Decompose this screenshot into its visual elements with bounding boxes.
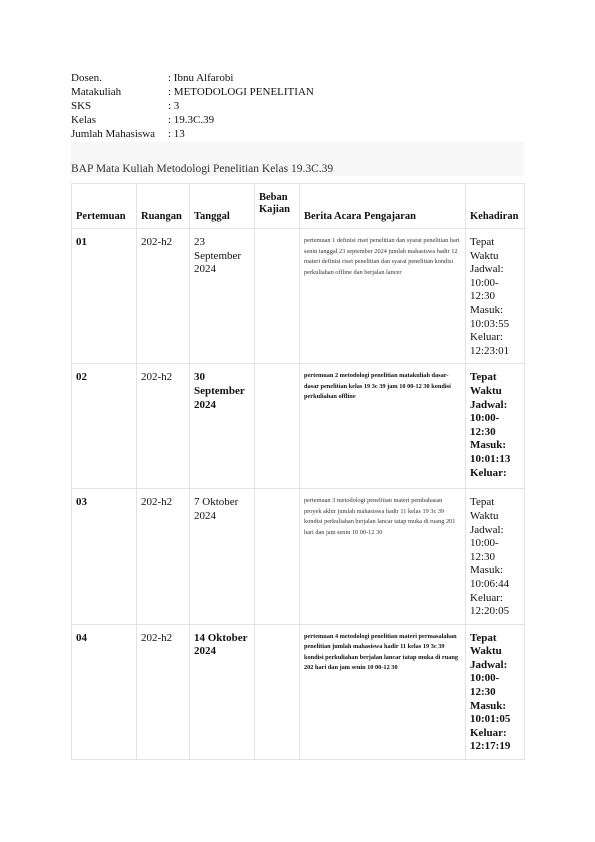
header-pertemuan: Pertemuan: [72, 184, 137, 229]
table-caption: BAP Mata Kuliah Metodologi Penelitian Kelas 19.3C.39: [71, 163, 334, 175]
cell-kehadiran: Tepat Waktu Jadwal: 10:00-12:30 Masuk: 10:06:44 Keluar: 12:20:05: [466, 489, 525, 624]
cell-kehadiran: Tepat Waktu Jadwal: 10:00-12:30 Masuk: 10:01:13 Keluar:: [466, 364, 525, 489]
cell-ruangan: 202-h2: [137, 624, 190, 759]
info-row-dosen: [71, 71, 314, 85]
header-beban-kajian: Beban Kajian: [255, 184, 300, 229]
info-row-jumlah: [71, 127, 314, 141]
info-value: : 13: [168, 128, 185, 140]
cell-kehadiran: Tepat Waktu Jadwal: 10:00-12:30 Masuk: 10:01:05 Keluar: 12:17:19: [466, 624, 525, 759]
table-row: [72, 229, 525, 364]
cell-beban-kajian: [255, 364, 300, 489]
cell-pertemuan: 02: [72, 364, 137, 489]
info-label: Matakuliah: [71, 86, 122, 98]
table-row: [72, 489, 525, 624]
table-row: [72, 624, 525, 759]
table-header-row: [72, 184, 525, 229]
info-value: : 19.3C.39: [168, 114, 215, 126]
info-label: Dosen.: [71, 72, 102, 84]
cell-kehadiran: Tepat Waktu Jadwal: 10:00-12:30 Masuk: 10:03:55 Keluar: 12:23:01: [466, 229, 525, 364]
info-row-kelas: [71, 113, 314, 127]
info-value: : 3: [168, 100, 180, 112]
course-info: [71, 71, 314, 141]
header-tanggal: Tanggal: [190, 184, 255, 229]
bap-table: [71, 183, 525, 760]
info-row-matakuliah: [71, 85, 314, 99]
cell-berita-acara: pertemuan 2 metodologi penelitian matakuliah dasar-dasar penelitian kelas 19 3c 39 jam 10 00-12 30 kondisi perkuliahan offline: [300, 364, 466, 489]
table-row: [72, 364, 525, 489]
cell-ruangan: 202-h2: [137, 364, 190, 489]
header-ruangan: Ruangan: [137, 184, 190, 229]
header-kehadiran: Kehadiran: [466, 184, 525, 229]
info-row-sks: [71, 99, 314, 113]
cell-pertemuan: 01: [72, 229, 137, 364]
cell-beban-kajian: [255, 624, 300, 759]
cell-berita-acara: pertemuan 3 metodologi penelitian materi pembahasan proyek akhir jumlah mahasiswa hadir 11 kelas 19 3c 39 kondisi perkuliahan berjalan lancar tatap muka di ruang 201 hari dan jam senin 10 00-12 30: [300, 489, 466, 624]
cell-tanggal: 30 September 2024: [190, 364, 255, 489]
info-label: Kelas: [71, 114, 97, 126]
cell-beban-kajian: [255, 229, 300, 364]
cell-pertemuan: 03: [72, 489, 137, 624]
cell-tanggal: 14 Oktober 2024: [190, 624, 255, 759]
info-value: : Ibnu Alfarobi: [168, 72, 234, 84]
cell-pertemuan: 04: [72, 624, 137, 759]
cell-tanggal: 7 Oktober 2024: [190, 489, 255, 624]
cell-ruangan: 202-h2: [137, 489, 190, 624]
cell-berita-acara: pertemuan 4 metodologi penelitian materi permasalahan penelitian jumlah mahasiswa hadir 11 kelas 19 3c 39 kondisi perkuliahan berjalan lancar tatap muka di ruang 202 hari dan jam senin 10 00-12 30: [300, 624, 466, 759]
info-value: : METODOLOGI PENELITIAN: [168, 86, 314, 98]
cell-ruangan: 202-h2: [137, 229, 190, 364]
cell-tanggal: 23 September 2024: [190, 229, 255, 364]
header-berita-acara: Berita Acara Pengajaran: [300, 184, 466, 229]
info-label: Jumlah Mahasiswa: [71, 128, 156, 140]
cell-beban-kajian: [255, 489, 300, 624]
cell-berita-acara: pertemuan 1 definisi riset penelitian dan syarat penelitian hari senin tanggal 23 september 2024 jumlah mahasiswa hadir 12 materi definisi riset penelitian dan syarat penelitian kondisi perkuliahan offline dan berjalan lancer: [300, 229, 466, 364]
info-label: SKS: [71, 100, 92, 112]
